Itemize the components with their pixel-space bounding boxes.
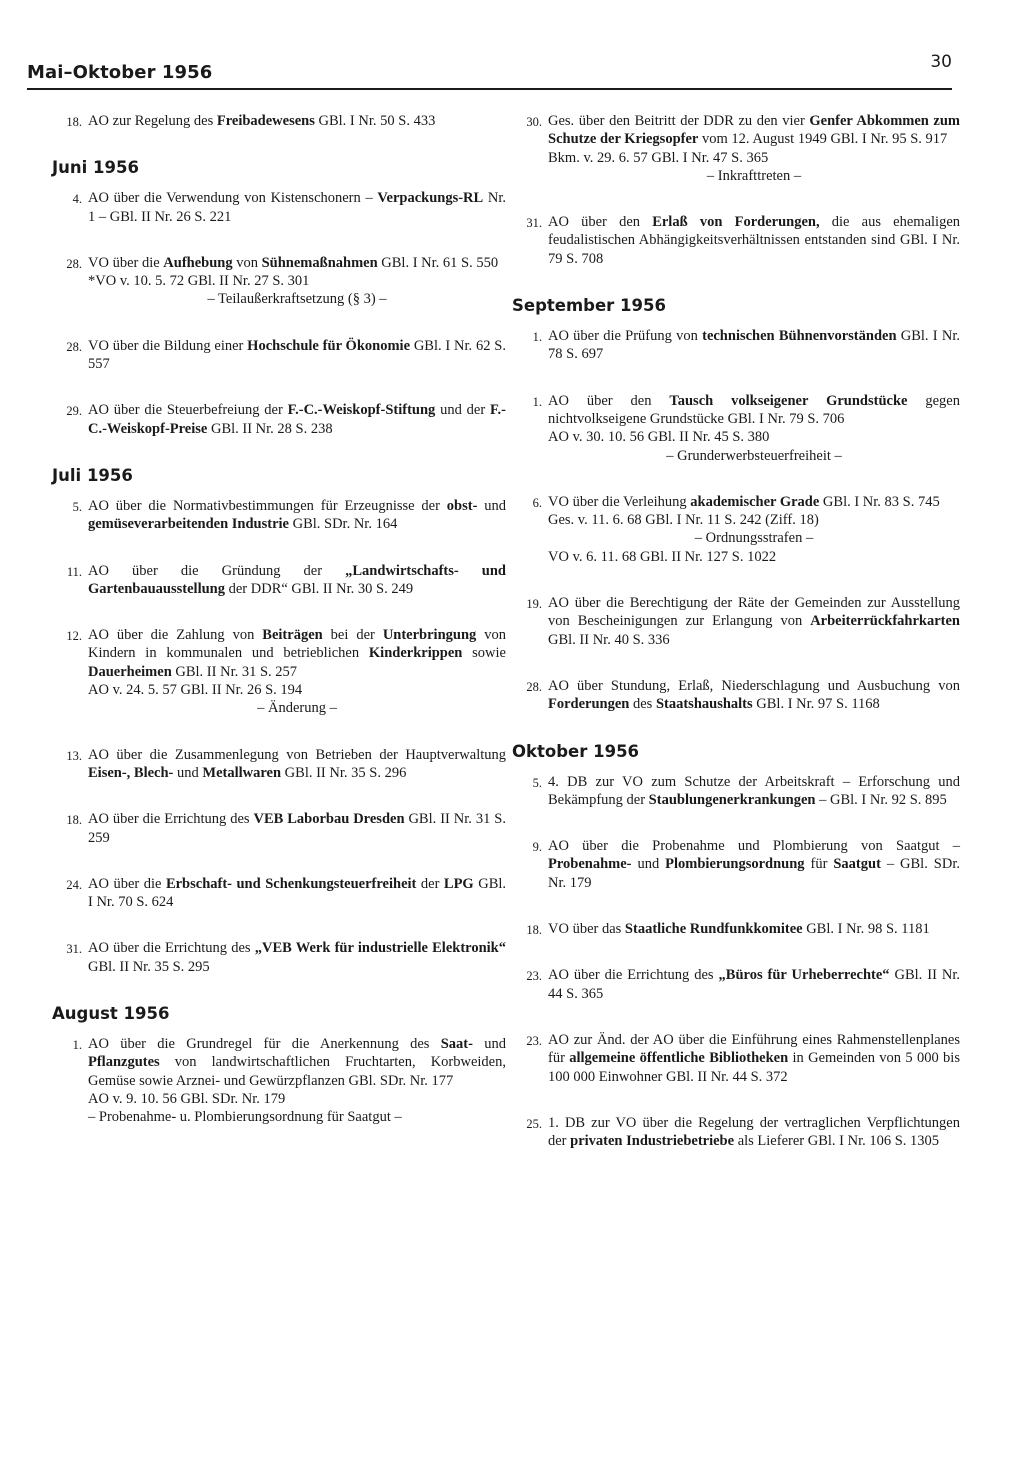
index-entry — [512, 112, 960, 185]
entry-text-run: der — [416, 875, 444, 892]
index-entry — [52, 875, 506, 912]
entry-text-run: als Lieferer GBl. I Nr. 106 S. 1305 — [734, 1133, 940, 1150]
month-heading: Oktober 1956 — [512, 741, 640, 761]
entry-amendment: – Inkrafttreten – — [706, 167, 802, 184]
index-entry — [52, 112, 506, 130]
entry-text — [548, 966, 960, 1003]
entry-amendment: AO v. 24. 5. 57 GBl. II Nr. 26 S. 194 — [88, 682, 303, 699]
entry-text-run: AO über die Errichtung des — [548, 967, 719, 984]
entry-day-number: 6. — [532, 495, 542, 510]
entry-text — [548, 392, 960, 465]
entry-keyword: gemüseverarbeitenden Industrie — [88, 516, 289, 533]
entry-text-run: des — [629, 696, 656, 713]
entry-keyword: akademischer Grade — [690, 493, 820, 510]
entry-day-number: 4. — [72, 192, 82, 207]
entry-text — [548, 213, 960, 268]
index-entry — [52, 746, 506, 783]
entry-keyword: Aufhebung — [163, 254, 233, 271]
entry-day-number: 24. — [66, 877, 82, 892]
entry-text-run: von Kindern in kommunalen und betrieblichen — [88, 627, 506, 662]
index-entry — [512, 327, 960, 364]
entry-amendment: – Probenahme- u. Plombierungsordnung für Saatgut – — [88, 1109, 402, 1126]
index-entry — [512, 493, 960, 566]
index-entry — [52, 497, 506, 534]
entry-text — [88, 401, 506, 438]
index-entry — [512, 773, 960, 810]
month-section — [512, 742, 960, 1151]
entry-text-run: GBl. II Nr. 40 S. 336 — [548, 631, 670, 648]
entry-text-run: GBl. I Nr. 97 S. 1168 — [752, 696, 880, 713]
entry-day-number: 29. — [66, 404, 82, 419]
month-section — [52, 112, 506, 130]
month-section — [512, 112, 960, 268]
entry-text-run: AO über die — [88, 875, 166, 892]
entry-text-run: – GBl. SDr. Nr. 179 — [548, 856, 960, 891]
entry-keyword: Eisen-, — [88, 764, 131, 781]
entry-keyword: Sühnemaßnahmen — [261, 254, 378, 271]
entry-text-run: Ges. über den Beitritt der DDR zu den vier — [548, 113, 810, 129]
entry-keyword: Dauerheimen — [88, 663, 172, 680]
entry-text-run: AO über Stundung, Erlaß, Niederschlagung und Ausbuchung von — [548, 677, 960, 694]
entry-text — [88, 626, 506, 717]
entry-keyword: Genfer Abkommen zum Schutze der Kriegsopfer — [548, 113, 960, 148]
entry-keyword: allgemeine öffentliche Bibliotheken — [569, 1050, 789, 1067]
entry-day-number: 5. — [72, 499, 82, 514]
entry-text — [88, 875, 506, 912]
entry-day-number: 23. — [526, 1033, 542, 1048]
entry-text-run: und — [477, 497, 507, 514]
entry-text-run: AO zur Änd. der AO über die Einführung eines Rahmenstellenplanes für — [548, 1031, 960, 1067]
entry-text — [548, 594, 960, 649]
entry-text-run: und — [472, 1036, 506, 1053]
entry-text-run: AO über die Normativbestimmungen für Erzeugnisse der — [88, 497, 447, 514]
entry-keyword: „VEB Werk für industrielle Elektronik“ — [254, 940, 506, 957]
entry-text — [548, 1031, 960, 1086]
month-heading: August 1956 — [52, 1004, 170, 1024]
entry-text-run: GBl. I Nr. 78 S. 697 — [548, 328, 960, 363]
entry-amendment: Bkm. v. 29. 6. 57 GBl. I Nr. 47 S. 365 — [548, 149, 769, 166]
entry-text-run: AO zur Regelung des — [88, 113, 217, 129]
entry-text — [548, 677, 960, 714]
entry-text — [548, 112, 960, 185]
entry-text-run: VO über die Verleihung — [548, 493, 691, 510]
entry-text-run: Nr. 1 – GBl. II Nr. 26 S. 221 — [88, 190, 507, 225]
entry-day-number: 11. — [66, 564, 82, 579]
entry-day-number: 1. — [72, 1038, 82, 1053]
month-section — [52, 158, 506, 438]
entry-keyword: Plombierungsordnung — [665, 856, 805, 873]
entry-text-run: GBl. I Nr. 83 S. 745 — [819, 493, 940, 510]
entry-text-run: GBl. II Nr. 31 S. 259 — [88, 811, 506, 846]
entry-day-number: 18. — [66, 813, 82, 828]
entry-keyword: Tausch volkseigener Grundstücke — [669, 392, 908, 409]
entry-text — [548, 327, 960, 364]
entry-amendment: VO v. 6. 11. 68 GBl. II Nr. 127 S. 1022 — [548, 548, 777, 565]
entry-keyword: Hochschule für Ökonomie — [247, 337, 411, 354]
entry-keyword: Unterbringung — [382, 627, 477, 644]
entry-amendment: – Ordnungsstrafen – — [694, 530, 814, 547]
entry-text-run: AO über die Verwendung von Kistenschonern – — [88, 190, 378, 207]
month-section — [512, 296, 960, 713]
entry-text-run: AO über die Zahlung von — [88, 627, 263, 644]
entry-day-number: 18. — [66, 115, 82, 129]
entry-text-run: GBl. II Nr. 28 S. 238 — [207, 420, 333, 437]
entry-text — [548, 920, 960, 938]
entry-text-run: von landwirtschaftlichen Fruchtarten, Korbweiden, Gemüse sowie Arznei- und Gewürzpflanzen GBl. SDr. Nr. 177 — [88, 1054, 506, 1089]
entry-text-run: AO über die Grundregel für die Anerkennung des — [88, 1036, 441, 1053]
header-rule — [27, 88, 952, 90]
entry-keyword: Beiträgen — [262, 627, 323, 644]
index-entry — [52, 810, 506, 847]
index-entry — [512, 920, 960, 938]
entry-text-run: für — [804, 856, 834, 873]
entry-text-run: GBl. I Nr. 50 S. 433 — [314, 113, 436, 129]
entry-keyword: „Landwirtschafts- und Gartenbauausstellung — [88, 562, 506, 597]
entry-amendment: – Grunderwerbsteuerfreiheit – — [666, 447, 842, 464]
entry-text-run: AO über die Errichtung des — [88, 940, 255, 957]
entry-keyword: obst- — [446, 497, 478, 514]
entry-day-number: 1. — [532, 330, 542, 345]
entry-text-run: von — [232, 254, 262, 271]
entry-keyword: Staublungenerkrankungen — [648, 791, 816, 808]
entry-day-number: 1. — [532, 394, 542, 409]
entry-text-run: VO über die — [88, 254, 164, 271]
entry-amendment: AO v. 9. 10. 56 GBl. SDr. Nr. 179 — [88, 1090, 286, 1107]
entry-text-run: GBl. II Nr. 35 S. 296 — [281, 764, 407, 781]
entry-keyword: Saat- — [440, 1036, 473, 1053]
entry-text — [548, 773, 960, 810]
entry-keyword: Erbschaft- und Schenkungsteuerfreiheit — [165, 875, 417, 892]
month-heading: Juli 1956 — [52, 465, 133, 485]
entry-text-run: GBl. II Nr. 44 S. 365 — [548, 967, 960, 1002]
entry-day-number: 13. — [66, 748, 82, 763]
entry-text-run: vom 12. August 1949 GBl. I Nr. 95 S. 917 — [698, 131, 948, 148]
month-heading: September 1956 — [512, 296, 666, 316]
entry-day-number: 31. — [66, 942, 82, 957]
entry-text-run: gegen nichtvolkseigene Grundstücke GBl. I Nr. 79 S. 706 — [548, 392, 960, 427]
entry-text — [88, 497, 506, 534]
entry-day-number: 19. — [526, 597, 542, 612]
entry-text-run: GBl. II Nr. 35 S. 295 — [88, 958, 210, 975]
entry-day-number: 31. — [526, 216, 542, 231]
entry-text-run: und der — [435, 402, 491, 419]
index-entry — [52, 401, 506, 438]
entry-keyword: F.-C.-Weiskopf-Preise — [88, 402, 506, 437]
entry-text-run: – GBl. I Nr. 92 S. 895 — [815, 791, 947, 808]
entry-keyword: privaten Industriebetriebe — [570, 1133, 735, 1150]
entry-text-run: sowie — [462, 645, 506, 662]
entry-text-run: AO über die Probenahme und Plombierung von Saatgut – — [548, 838, 960, 855]
entry-day-number: 23. — [526, 969, 542, 984]
index-entry — [512, 966, 960, 1003]
entry-text — [88, 1035, 506, 1126]
page-number: 30 — [930, 52, 952, 72]
entry-text-run: 4. DB zur VO zum Schutze der Arbeitskraft – Erforschung und Bekämpfung der — [548, 773, 960, 808]
entry-keyword: Blech- — [133, 764, 174, 781]
index-entry — [52, 562, 506, 599]
index-entry — [52, 189, 506, 226]
month-section — [52, 1004, 506, 1126]
entry-day-number: 25. — [526, 1116, 542, 1131]
entry-keyword: Metallwaren — [202, 764, 282, 781]
entry-keyword: Staatshaushalts — [655, 696, 753, 713]
index-entry — [512, 837, 960, 892]
entry-day-number: 28. — [66, 339, 82, 354]
entry-day-number: 28. — [526, 679, 542, 694]
entry-day-number: 5. — [532, 775, 542, 790]
entry-text-run: GBl. I Nr. 70 S. 624 — [88, 875, 507, 911]
entry-text-run: AO über die Berechtigung der Räte der Gemeinden zur Ausstellung von Bescheinigungen zur Erlangung von — [548, 595, 960, 630]
entry-day-number: 28. — [66, 256, 82, 271]
entry-text-run: GBl. I Nr. 61 S. 550 — [377, 254, 499, 271]
index-entry — [52, 254, 506, 309]
entry-text-run: VO über die Bildung einer — [88, 337, 248, 354]
entry-text-run: GBl. II Nr. 31 S. 257 — [171, 663, 298, 680]
entry-keyword: Pflanzgutes — [88, 1054, 160, 1071]
entry-text — [548, 837, 960, 892]
entry-text — [548, 493, 960, 566]
entry-keyword: „Büros für Urheberrechte“ — [718, 967, 890, 984]
entry-text-run: AO über den — [548, 214, 653, 231]
index-entry — [512, 392, 960, 465]
running-title: Mai–Oktober 1956 — [27, 62, 213, 83]
entry-text — [88, 810, 506, 847]
index-entry — [512, 1114, 960, 1151]
page-header — [27, 52, 952, 88]
entry-text — [88, 746, 506, 783]
entry-text-run: AO über den — [548, 392, 670, 409]
entry-amendment: Ges. v. 11. 6. 68 GBl. I Nr. 11 S. 242 (Ziff. 18) — [548, 512, 819, 529]
entry-keyword: Staatliche Rundfunkkomitee — [624, 921, 803, 938]
entry-text-run: GBl. SDr. Nr. 164 — [288, 516, 398, 533]
entry-amendment: – Teilaußerkraftsetzung (§ 3) – — [207, 291, 387, 308]
entry-keyword: F.-C.-Weiskopf-Stiftung — [287, 402, 436, 419]
index-entry — [52, 939, 506, 976]
entry-text-run: und — [173, 764, 203, 781]
entry-text — [88, 254, 506, 309]
entry-amendment: AO v. 30. 10. 56 GBl. II Nr. 45 S. 380 — [548, 429, 770, 446]
index-entry — [512, 677, 960, 714]
entry-keyword: LPG — [443, 875, 474, 892]
entry-text-run: AO über die Steuerbefreiung der — [88, 402, 288, 419]
entry-keyword: Forderungen — [548, 696, 630, 713]
entry-text-run: die aus ehemaligen feudalistischen Abhängigkeitsverhältnissen entstanden sind GBl. I Nr. 79 S. 708 — [548, 214, 961, 267]
entry-text — [88, 112, 506, 130]
entry-text — [88, 189, 506, 226]
entry-text-run: und — [631, 856, 666, 873]
index-entry — [512, 1031, 960, 1086]
left-column — [52, 112, 506, 1155]
entry-text-run: in Gemeinden von 5 000 bis 100 000 Einwohner GBl. II Nr. 44 S. 372 — [548, 1050, 960, 1085]
entry-text-run: AO über die Gründung der — [88, 562, 346, 579]
index-entry — [52, 1035, 506, 1126]
entry-text-run: bei der — [322, 627, 383, 644]
entry-keyword: Freibadewesens — [216, 113, 315, 129]
month-heading: Juni 1956 — [52, 158, 139, 178]
entry-text-run: AO über die Zusammenlegung von Betrieben der Hauptverwaltung — [88, 746, 506, 763]
entry-text — [88, 337, 506, 374]
month-section — [52, 466, 506, 976]
entry-amendment: *VO v. 10. 5. 72 GBl. II Nr. 27 S. 301 — [88, 273, 310, 290]
entry-text-run: der DDR“ GBl. II Nr. 30 S. 249 — [224, 580, 414, 597]
right-column — [512, 112, 960, 1178]
index-entry — [512, 594, 960, 649]
entry-text-run: GBl. I Nr. 98 S. 1181 — [802, 921, 930, 938]
entry-day-number: 12. — [66, 629, 82, 644]
entry-text — [88, 939, 506, 976]
entry-keyword: technischen Bühnenvorständen — [702, 328, 897, 345]
entry-keyword: Arbeiterrückfahrkarten — [810, 613, 960, 630]
entry-text-run: GBl. I Nr. 62 S. 557 — [88, 337, 506, 373]
entry-amendment: – Änderung – — [257, 700, 337, 717]
entry-keyword: Kinderkrippen — [368, 645, 463, 662]
entry-text-run: VO über das — [548, 921, 625, 938]
entry-text-run: 1. DB zur VO über die Regelung der vertraglichen Verpflichtungen der — [548, 1114, 960, 1150]
entry-keyword: Verpackungs-RL — [377, 190, 484, 207]
entry-text — [88, 562, 506, 599]
index-entry — [52, 337, 506, 374]
index-entry — [52, 626, 506, 717]
entry-text-run: AO über die Errichtung des — [88, 811, 254, 828]
entry-day-number: 18. — [526, 923, 542, 938]
entry-keyword: Saatgut — [833, 856, 881, 873]
entry-keyword: VEB Laborbau Dresden — [253, 811, 405, 828]
entry-day-number: 9. — [532, 840, 542, 855]
index-entry — [512, 213, 960, 268]
entry-text-run: AO über die Prüfung von — [548, 328, 703, 345]
entry-text — [548, 1114, 960, 1151]
entry-keyword: Probenahme- — [548, 856, 632, 873]
entry-day-number: 30. — [526, 115, 542, 129]
entry-keyword: Erlaß von Forderungen, — [652, 214, 820, 231]
